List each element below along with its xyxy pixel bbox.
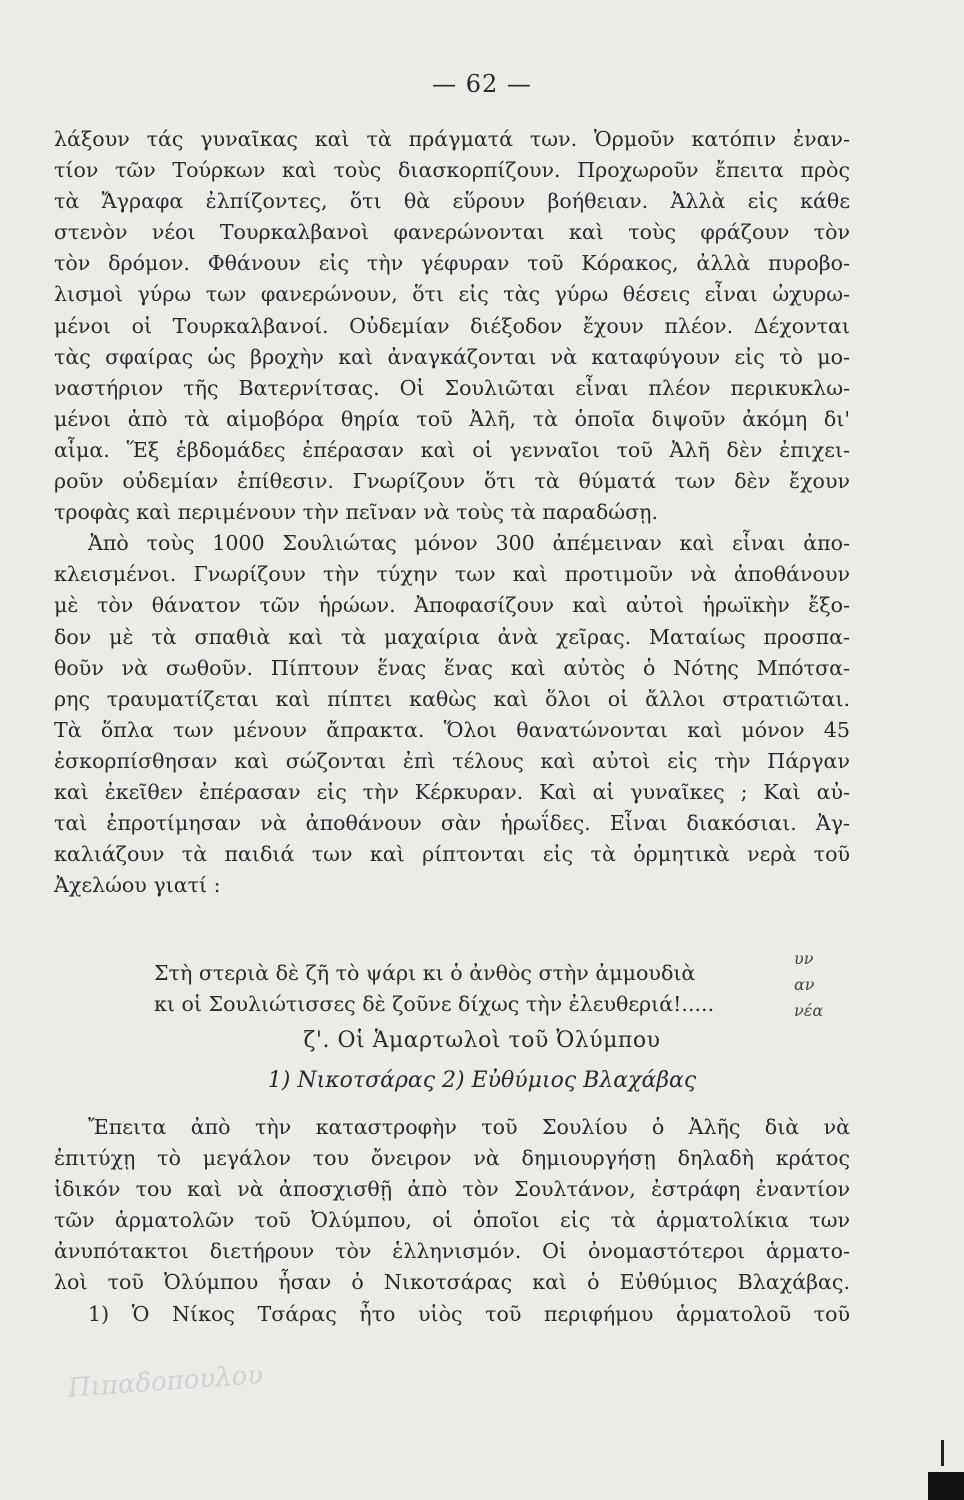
section-subtitle: 1) Νικοτσάρας 2) Εὐθύμιος Βλαχάβας <box>267 1068 697 1093</box>
text-line: λοὶ τοῦ Ὀλύμπου ἦσαν ὁ Νικοτσάρας καὶ ὁ Εὐθύμιος Βλαχάβας. <box>54 1270 850 1295</box>
text-line: 1) Ὁ Νίκος Τσάρας ἦτο υἱὸς τοῦ περιφήμου ἁρματολοῦ τοῦ <box>88 1301 850 1326</box>
text-line: τίον τῶν Τούρκων καὶ τοὺς διασκορπίζουν. Προχωροῦν ἔπειτα πρὸς <box>54 158 850 183</box>
margin-note <box>794 946 823 1024</box>
text-line: λάξουν τάς γυναῖκας καὶ τὰ πράγματά των. Ὁρμοῦν κατόπιν ἐναν- <box>54 127 850 151</box>
text-line: λισμοὶ γύρω των φανερώνουν, ὅτι εἰς τὰς γύρω θέσεις εἶναι ὠχυρω- <box>54 282 850 307</box>
text-line: αἷμα. Ἕξ ἑβδομάδες ἐπέρασαν καὶ οἱ γενναῖοι τοῦ Ἀλῆ δὲν ἐπιχει- <box>54 437 850 462</box>
text-line: τῶν ἁρματολῶν τοῦ Ὀλύμπου, οἱ ὁποῖοι εἰς τὰ ἁρματολίκια των <box>54 1208 850 1233</box>
text-line: Τὰ ὅπλα των μένουν ἄπρακτα. Ὅλοι θανατώνονται καὶ μόνον 45 <box>54 717 850 742</box>
text-line: ροῦν οὐδεμίαν ἐπίθεσιν. Γνωρίζουν ὅτι τὰ θύματά των δὲν ἔχουν <box>54 469 850 494</box>
text-line: τὰ Ἄγραφα ἐλπίζοντες, ὅτι θὰ εὕρουν βοήθειαν. Ἀλλὰ εἰς κάθε <box>54 189 850 214</box>
poem-line: κι οἱ Σουλιώτισσες δὲ ζοῦνε δίχως τὴν ἐλευθεριά!..... <box>154 992 715 1016</box>
text-line: ἀνυπότακτοι διετήρουν τὸν ἑλληνισμόν. Οἱ ὀνομαστότεροι ἁρματο- <box>54 1239 850 1264</box>
text-line: Ἀπὸ τοὺς 1000 Σουλιώτας μόνον 300 ἀπέμειναν καὶ εἶναι ἀπο- <box>88 531 850 556</box>
text-line: τὸν δρόμον. Φθάνουν εἰς τὴν γέφυραν τοῦ Κόρακος, ἀλλὰ πυροβο- <box>54 251 850 276</box>
text-line: ἐσκορπίσθησαν καὶ σώζονται ἐπὶ τέλους καὶ αὐτοὶ εἰς τὴν Πάργαν <box>54 748 850 773</box>
text-line: καλιάζουν τὰ παιδιά των καὶ ρίπτονται εἰς τὰ ὁρμητικὰ νερὰ τοῦ <box>54 842 850 867</box>
margin-note-line: αν <box>794 975 815 994</box>
text-line: τὰς σφαίρας ὡς βροχὴν καὶ ἀναγκάζονται νὰ καταφύγουν εἰς τὸ μο- <box>54 344 850 369</box>
section-title: ζ'. Οἱ Ἁμαρτωλοὶ τοῦ Ὀλύμπου <box>303 1028 661 1053</box>
text-line: ναστήριον τῆς Βατερνίτσας. Οἱ Σουλιῶται εἶναι πλέον περικυκλω- <box>54 375 850 400</box>
margin-note-line: υν <box>794 949 814 968</box>
text-line: ταὶ ἐπροτίμησαν νὰ ἀποθάνουν σὰν ἡρωΐδες. Εἶναι διακόσιαι. Ἀγ- <box>54 811 850 836</box>
poem-line: Στὴ στεριὰ δὲ ζῆ τὸ ψάρι κι ὁ ἀνθὸς στὴν ἀμμουδιὰ <box>154 961 696 985</box>
text-line: μὲ τὸν θάνατον τῶν ἡρώων. Ἀποφασίζουν καὶ αὐτοὶ ἡρωϊκὴν ἔξο- <box>54 593 850 618</box>
text-line: μένοι ἀπὸ τὰ αἱμοβόρα θηρία τοῦ Ἀλῆ, τὰ ὁποῖα διψοῦν ἀκόμη δι' <box>54 406 850 431</box>
second-text-block <box>54 1112 850 1330</box>
text-line: Ἔπειτα ἀπὸ τὴν καταστροφὴν τοῦ Σουλίου ὁ Ἀλῆς διὰ νὰ <box>88 1115 850 1139</box>
edge-tick <box>941 1440 944 1466</box>
poem-block <box>154 958 714 1020</box>
library-stamp: Πιπαδοπουλου <box>67 1360 265 1404</box>
text-line: Ἀχελώου γιατί : <box>54 873 221 898</box>
page-number: — 62 — <box>432 70 532 98</box>
text-line: τροφὰς καὶ περιμένουν τὴν πεῖναν νὰ τοὺς τὰ παραδώσῃ. <box>54 500 659 525</box>
text-line: ἐπιτύχῃ τὸ μεγάλον του ὄνειρον νὰ δημιουργήσῃ δηλαδὴ κράτος <box>54 1146 850 1171</box>
text-line: θοῦν νὰ σωθοῦν. Πίπτουν ἕνας ἕνας καὶ αὐτὸς ὁ Νότης Μπότσα- <box>54 655 850 680</box>
text-line: κλεισμένοι. Γνωρίζουν τὴν τύχην των καὶ προτιμοῦν νὰ ἀποθάνουν <box>54 562 850 587</box>
text-line: δον μὲ τὰ σπαθιὰ καὶ τὰ μαχαίρια ἀνὰ χεῖρας. Ματαίως προσπα- <box>54 624 850 649</box>
text-line: καὶ ἐκεῖθεν ἐπέρασαν εἰς τὴν Κέρκυραν. Καὶ αἱ γυναῖκες ; Καὶ αὐ- <box>54 779 850 804</box>
text-line: μένοι οἱ Τουρκαλβανοί. Οὐδεμίαν διέξοδον ἔχουν πλέον. Δέχονται <box>54 313 850 338</box>
main-text-block <box>54 124 850 901</box>
text-line: ἰδικόν του καὶ νὰ ἀποσχισθῇ ἀπὸ τὸν Σουλτάνον, ἐστράφη ἐναντίον <box>54 1177 850 1202</box>
text-line: ρης τραυματίζεται καὶ πίπτει καθὼς καὶ ὅλοι οἱ ἄλλοι στρατιῶται. <box>54 686 850 711</box>
margin-note-line: νέα <box>794 1001 824 1020</box>
text-line: στενὸν νέοι Τουρκαλβανοὶ φανερώνονται καὶ τοὺς φράζουν τὸν <box>54 220 850 245</box>
scan-edge-mark <box>928 1472 964 1500</box>
